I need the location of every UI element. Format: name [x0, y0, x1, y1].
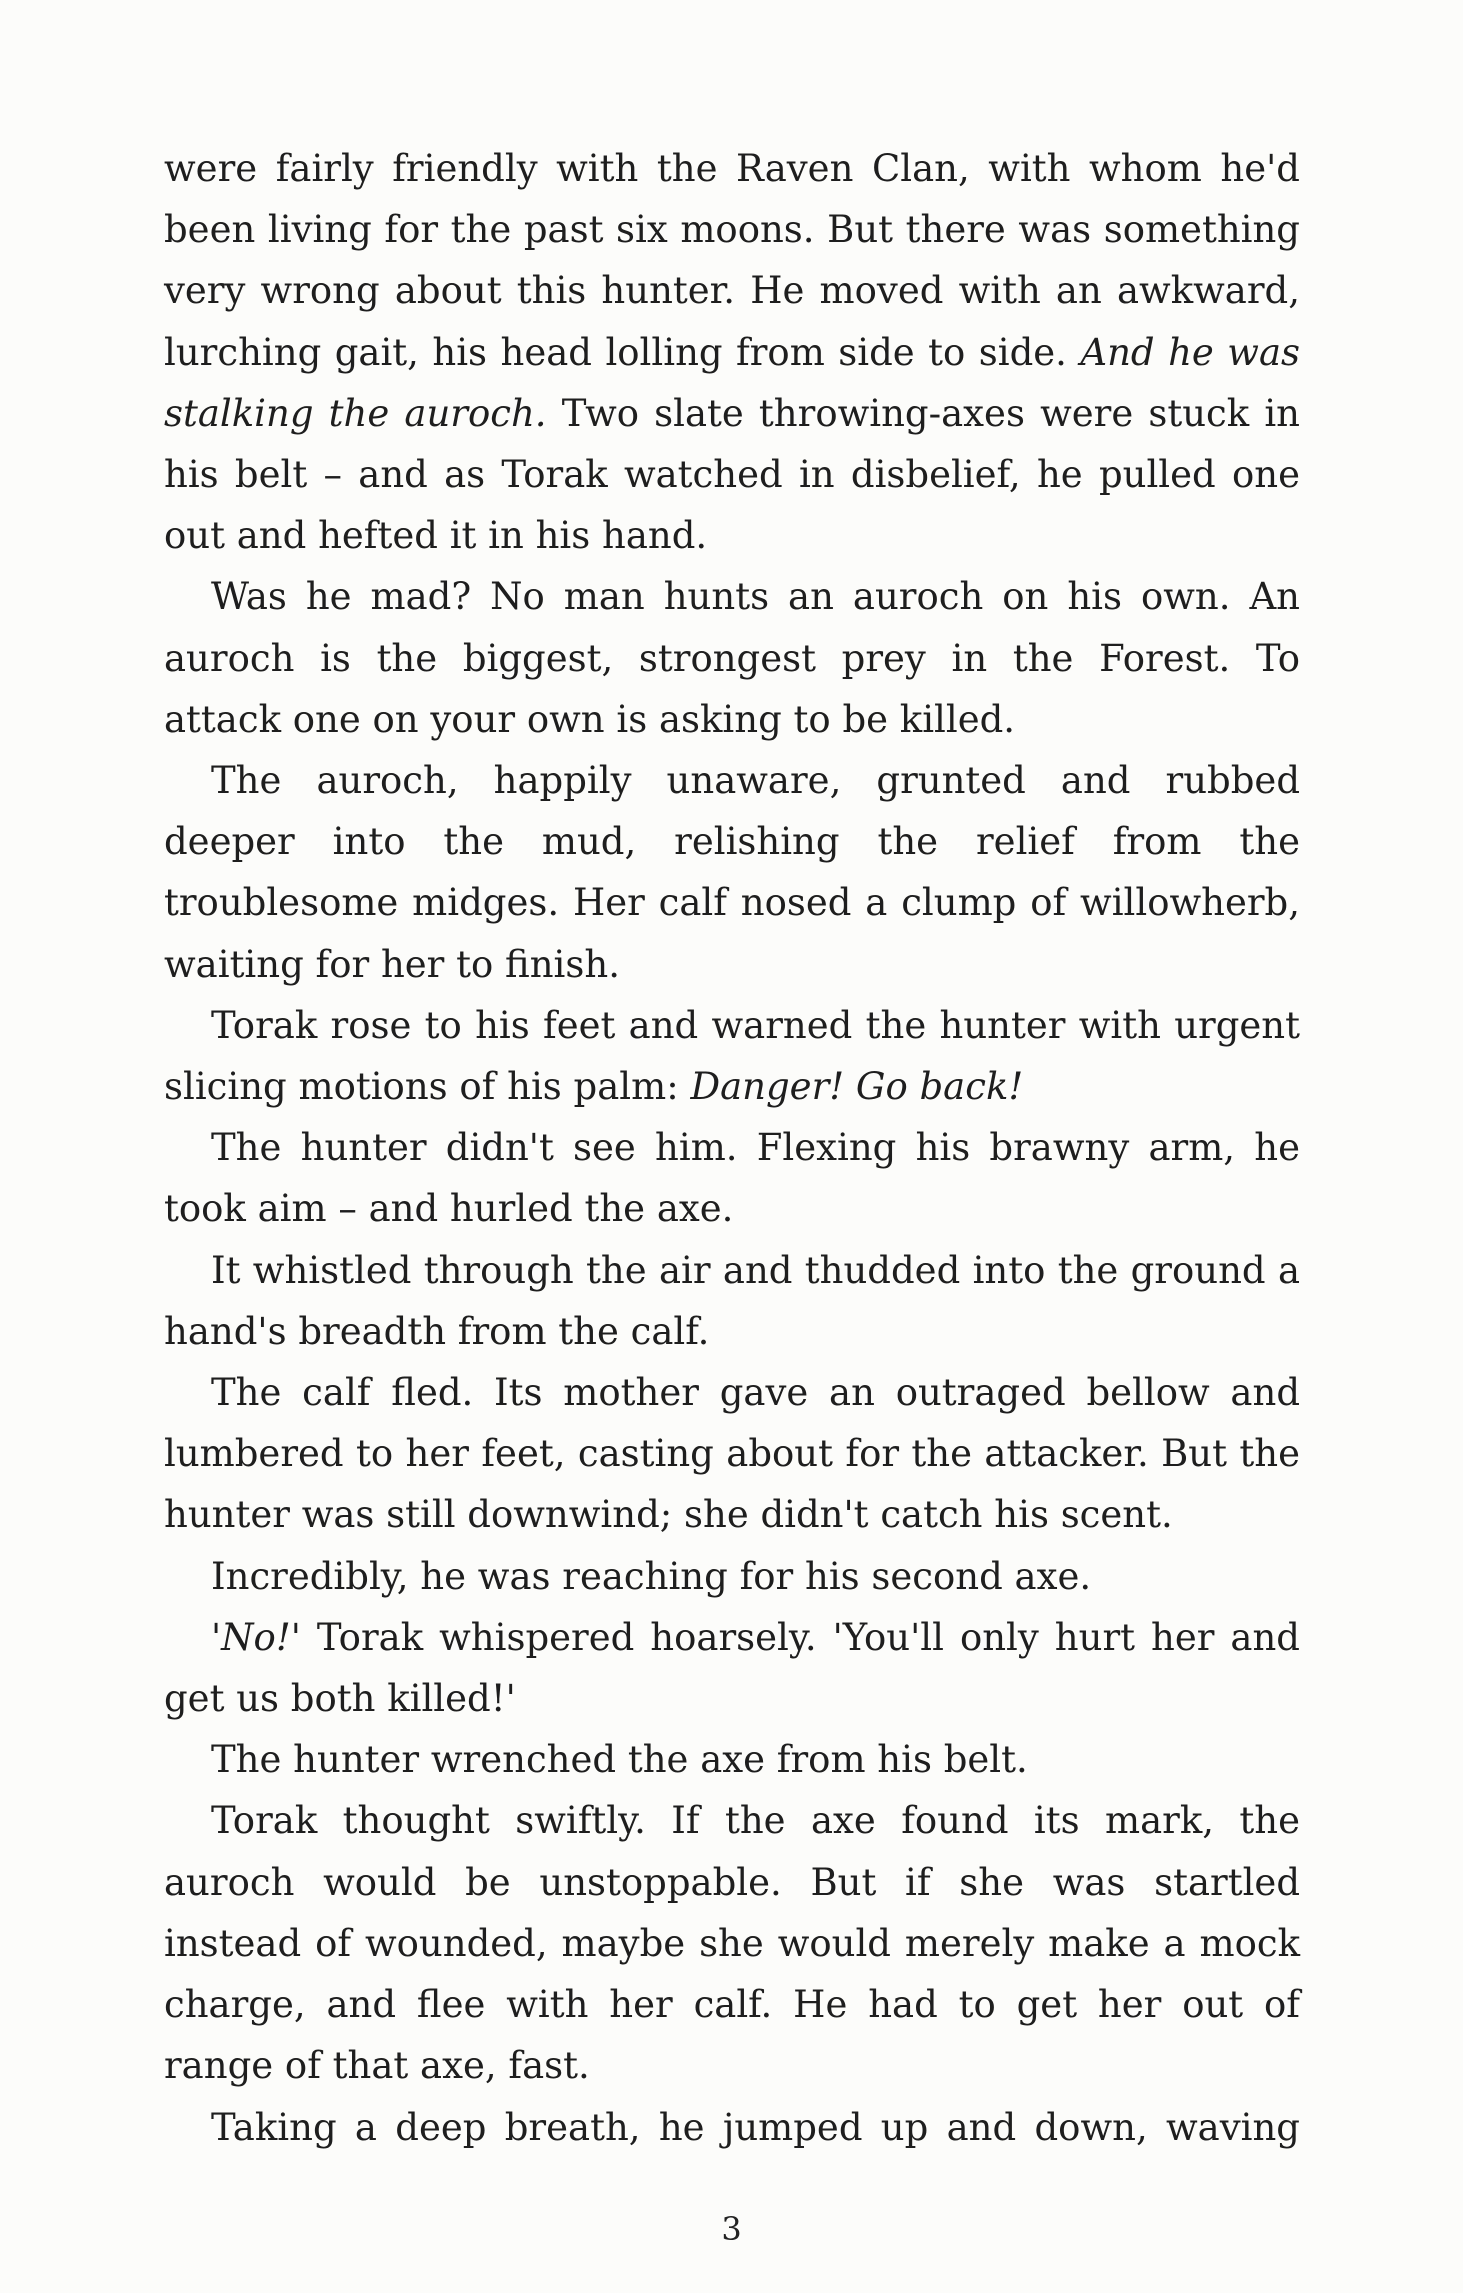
text-segment: The hunter wrenched the axe from his belt.	[211, 1738, 1028, 1782]
paragraph	[164, 750, 1300, 995]
paragraph	[164, 995, 1300, 1117]
body-text	[164, 138, 1300, 2158]
text-segment: were fairly friendly with the Raven Clan, with whom he'd been living for the past six moons. But there was something very wrong about this hunter. He moved with an awkward, lurching gait, his head lolling from side to side.	[164, 147, 1300, 374]
text-segment: Torak rose to his feet and warned the hunter with urgent slicing motions of his palm:	[164, 1003, 1300, 1109]
paragraph	[164, 138, 1300, 566]
paragraph	[164, 1607, 1300, 1729]
text-segment: Torak thought swiftly. If the axe found its mark, the auroch would be unstoppable. But if she was startled instead of wounded, maybe she would merely make a mock charge, and flee with her calf. He had to get her out of range of that axe, fast.	[164, 1799, 1300, 2088]
text-segment: The calf fled. Its mother gave an outraged bellow and lumbered to her feet, casting about for the attacker. But the hunter was still downwind; she didn't catch his scent.	[164, 1371, 1300, 1537]
paragraph	[164, 2097, 1300, 2158]
paragraph	[164, 1546, 1300, 1607]
text-segment: ' Torak whispered hoarsely. 'You'll only hurt her and get us both killed!'	[164, 1615, 1300, 1721]
paragraph	[164, 1362, 1300, 1546]
text-segment: It whistled through the air and thudded into the ground a hand's breadth from the calf.	[164, 1248, 1300, 1353]
paragraph	[164, 1240, 1300, 1362]
paragraph	[164, 1117, 1300, 1239]
paragraph	[164, 566, 1300, 750]
paragraph	[164, 1790, 1300, 2096]
text-segment: The hunter didn't see him. Flexing his brawny arm, he took aim – and hurled the axe.	[164, 1126, 1300, 1231]
text-segment: Taking a deep breath, he jumped up and down, waving	[211, 2105, 1300, 2149]
italic-text: No!	[221, 1615, 291, 1659]
text-segment: Two slate throwing-axes were stuck in his belt – and as Torak watched in disbelief, he pulled one out and hefted it in his hand.	[164, 391, 1300, 558]
text-segment: '	[211, 1615, 222, 1659]
page-number: 3	[721, 2210, 742, 2248]
paragraph	[164, 1729, 1300, 1790]
text-segment: Was he mad? No man hunts an auroch on his own. An auroch is the biggest, strongest prey in the Forest. To attack one on your own is asking to be killed.	[164, 575, 1300, 741]
italic-text: Danger! Go back!	[690, 1065, 1024, 1109]
text-segment: The auroch, happily unaware, grunted and rubbed deeper into the mud, relishing the relief from the troublesome midges. Her calf nosed a clump of willowherb, waiting for her to finish.	[164, 759, 1300, 986]
italic-text: And he was stalking the auroch.	[164, 330, 1300, 435]
text-segment: Incredibly, he was reaching for his second axe.	[211, 1554, 1092, 1598]
